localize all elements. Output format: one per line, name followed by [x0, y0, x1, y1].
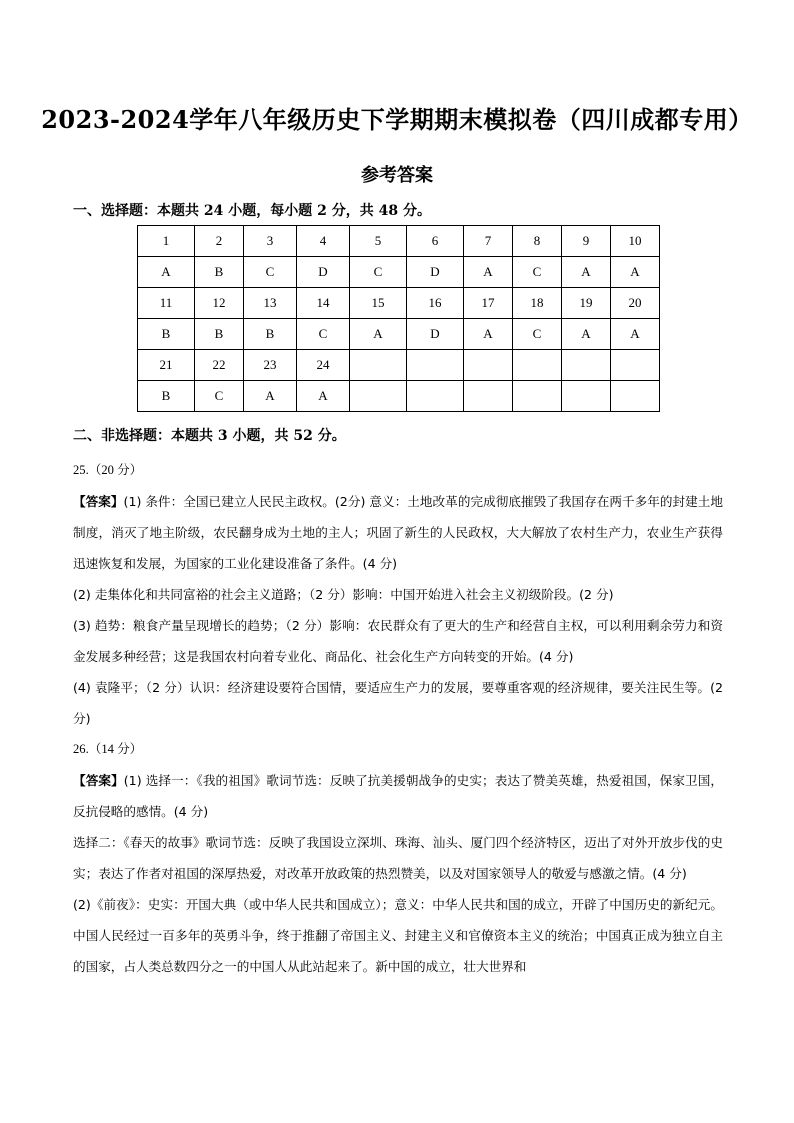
table-cell: [562, 381, 611, 412]
question-26-heading: 26.（14 分）: [73, 742, 143, 756]
table-cell: [562, 350, 611, 381]
table-cell: A: [297, 381, 350, 412]
answer-tag: 【答案】: [73, 773, 124, 788]
table-cell: A: [350, 319, 407, 350]
answer-text: (1) 条件：全国已建立人民民主政权。(2分) 意义：土地改革的完成彻底摧毁了我国存在两千多年的封建土地制度，消灭了地主阶级，农民翻身成为土地的主人；巩固了新生的人民政权，大大解放了农村生产力，农业生产获得迅速恢复和发展，为国家的工业化建设准备了条件。(4 分): [73, 494, 724, 571]
table-cell: C: [244, 257, 297, 288]
table-cell: 23: [244, 350, 297, 381]
table-cell: B: [138, 381, 195, 412]
table-cell: C: [513, 319, 562, 350]
table-row: [138, 288, 660, 319]
table-cell: B: [244, 319, 297, 350]
question-26-part-1: [73, 765, 723, 827]
table-cell: 7: [464, 226, 513, 257]
table-cell: C: [350, 257, 407, 288]
table-cell: 10: [611, 226, 660, 257]
table-cell: B: [195, 257, 244, 288]
table-cell: C: [297, 319, 350, 350]
table-row: [138, 319, 660, 350]
table-cell: A: [464, 319, 513, 350]
table-cell: 19: [562, 288, 611, 319]
table-cell: B: [195, 319, 244, 350]
table-cell: 11: [138, 288, 195, 319]
page-title: 2023-2024学年八年级历史下学期期末模拟卷（四川成都专用）: [41, 105, 753, 134]
table-cell: [513, 381, 562, 412]
table-cell: 8: [513, 226, 562, 257]
table-cell: [350, 381, 407, 412]
table-cell: 12: [195, 288, 244, 319]
question-25-heading: 25.（20 分）: [73, 463, 143, 477]
table-cell: D: [297, 257, 350, 288]
table-cell: C: [513, 257, 562, 288]
table-cell: A: [244, 381, 297, 412]
table-row: [138, 257, 660, 288]
table-cell: B: [138, 319, 195, 350]
question-25-part-4: (4) 袁隆平；（2 分）认识：经济建设要符合国情，要适应生产力的发展，要尊重客观的经济规律，要关注民生等。(2 分): [73, 680, 723, 726]
answer-body: [73, 455, 723, 982]
question-25-part-1: [73, 486, 723, 579]
table-cell: [464, 381, 513, 412]
question-25-part-2: (2) 走集体化和共同富裕的社会主义道路；（2 分）影响：中国开始进入社会主义初级阶段。(2 分): [73, 587, 614, 602]
table-cell: [464, 350, 513, 381]
table-cell: [611, 381, 660, 412]
table-cell: A: [562, 257, 611, 288]
table-cell: D: [407, 257, 464, 288]
table-cell: [513, 350, 562, 381]
table-cell: 18: [513, 288, 562, 319]
table-cell: 20: [611, 288, 660, 319]
table-cell: [611, 350, 660, 381]
section-heading-choice: 一、选择题：本题共 24 小题，每小题 2 分，共 48 分。: [73, 203, 431, 219]
answer-text: (1) 选择一：《我的祖国》歌词节选：反映了抗美援朝战争的史实；表达了赞美英雄，热爱祖国，保家卫国，反抗侵略的感情。(4 分): [73, 773, 724, 819]
table-cell: [350, 350, 407, 381]
table-cell: 21: [138, 350, 195, 381]
table-cell: A: [464, 257, 513, 288]
table-cell: 1: [138, 226, 195, 257]
question-25-part-3: (3) 趋势：粮食产量呈现增长的趋势；（2 分）影响：农民群众有了更大的生产和经营自主权，可以利用剩余劳力和资金发展多种经营；这是我国农村向着专业化、商品化、社会化生产方向转变的开始。(4 分): [73, 618, 723, 664]
table-cell: 24: [297, 350, 350, 381]
table-row: [138, 350, 660, 381]
question-26-part-2: (2)《前夜》：史实：开国大典（或中华人民共和国成立）；意义：中华人民共和国的成立，开辟了中国历史的新纪元。中国人民经过一百多年的英勇斗争，终于推翻了帝国主义、封建主义和官僚资本主义的统治；中国真正成为独立自主的国家，占人类总数四分之一的中国人从此站起来了。新中国的成立，壮大世界和: [73, 897, 723, 974]
answer-tag: 【答案】: [73, 494, 124, 509]
table-cell: 15: [350, 288, 407, 319]
table-cell: 16: [407, 288, 464, 319]
section-heading-nonchoice: 二、非选择题：本题共 3 小题，共 52 分。: [73, 428, 346, 444]
table-cell: 5: [350, 226, 407, 257]
table-cell: A: [611, 319, 660, 350]
table-cell: [407, 350, 464, 381]
table-cell: 6: [407, 226, 464, 257]
table-cell: [407, 381, 464, 412]
table-cell: 4: [297, 226, 350, 257]
table-row: [138, 381, 660, 412]
table-cell: A: [611, 257, 660, 288]
question-26-part-1b: 选择二：《春天的故事》歌词节选：反映了我国设立深圳、珠海、汕头、厦门四个经济特区，迈出了对外开放步伐的史实；表达了作者对祖国的深厚热爱，对改革开放政策的热烈赞美，以及对国家领导人的敬爱与感激之情。(4 分): [73, 835, 723, 881]
table-cell: A: [138, 257, 195, 288]
table-cell: 13: [244, 288, 297, 319]
answer-table: [137, 225, 660, 412]
table-cell: C: [195, 381, 244, 412]
table-row: [138, 226, 660, 257]
table-cell: 17: [464, 288, 513, 319]
page-subtitle: 参考答案: [361, 165, 433, 186]
table-cell: 3: [244, 226, 297, 257]
table-cell: A: [562, 319, 611, 350]
table-cell: D: [407, 319, 464, 350]
table-cell: 14: [297, 288, 350, 319]
table-cell: 9: [562, 226, 611, 257]
table-cell: 22: [195, 350, 244, 381]
table-cell: 2: [195, 226, 244, 257]
